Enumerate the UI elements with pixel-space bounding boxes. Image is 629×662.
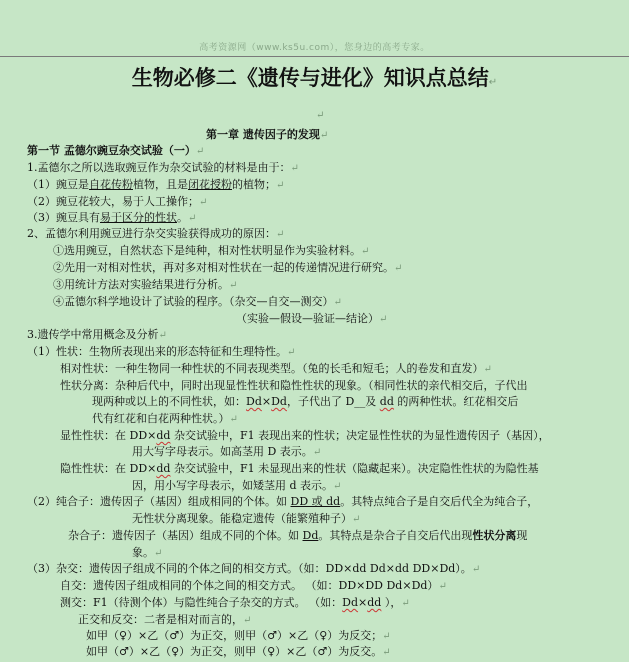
- text: 如甲（♀）×乙（♂）为正交，则甲（♂）×乙（♀）为反交；: [86, 629, 383, 642]
- paragraph-2-item-3: [53, 277, 237, 293]
- text: （1）豌豆是: [27, 178, 89, 191]
- text: ×: [358, 596, 368, 609]
- paragraph-2-item-2: [53, 260, 402, 276]
- paragraph-mark-icon: ↵: [316, 110, 325, 121]
- chapter-heading: [206, 127, 328, 143]
- text: 现两种或以上的不同性状，如：: [92, 395, 246, 408]
- paragraph-2-item-4: [53, 294, 342, 310]
- text: 现: [516, 529, 528, 542]
- testcross-definition: [60, 595, 410, 611]
- text: 自交：遗传因子组成相同的个体之间的相交方式。 （如：DD×DD Dd×Dd）: [60, 579, 439, 592]
- paragraph-mark-icon: ↵: [158, 330, 167, 341]
- text: 性状分离：杂种后代中，同时出现显性性状和隐性性状的现象。（相同性状的亲代相交后，子代出: [60, 379, 528, 392]
- text: ③用统计方法对实验结果进行分析。: [53, 278, 229, 291]
- header-divider: [0, 56, 629, 57]
- text: （2）纯合子：遗传因子（基因）组成相同的个体。如: [27, 495, 291, 508]
- paragraph-mark-icon: ↵: [361, 246, 370, 257]
- genotype: Dd: [271, 395, 287, 408]
- text: ②先用一对相对性状，再对多对相对性状在一起的传递情况进行研究。: [53, 261, 394, 274]
- paragraph-mark-icon: ↵: [438, 581, 447, 592]
- paragraph-2-intro: [27, 226, 284, 242]
- paragraph-mark-icon: ↵: [471, 564, 481, 575]
- text: ①选用豌豆，自然状态下是纯种，相对性状明显作为实验材料。: [53, 244, 361, 257]
- trait-segregation-line-3: [92, 411, 238, 427]
- dominant-trait-line-1: [60, 428, 550, 443]
- underlined-term: 易于区分的性状: [100, 211, 177, 224]
- homozygote-line-2: [132, 511, 360, 527]
- text: 的两种性状。红花相交后: [393, 395, 519, 408]
- trait-segregation-line-2: [92, 394, 518, 409]
- text: （3）豌豆具有: [27, 211, 100, 224]
- selfing-definition: [60, 578, 447, 594]
- text: 。其特点纯合子是自交后代全为纯合子，: [340, 495, 539, 508]
- text: 用大写字母表示。如高茎用 D 表示。: [132, 445, 313, 458]
- text: 代有红花和白花两种性状。）: [92, 412, 230, 425]
- document-title-text: 生物必修二《遗传与进化》知识点总结: [131, 66, 489, 90]
- section-heading: [27, 143, 204, 159]
- paragraph-mark-icon: ↵: [195, 146, 205, 157]
- text: 象。: [132, 546, 154, 559]
- reciprocal-cross-example-2: [86, 644, 391, 660]
- text: ④孟德尔科学地设计了试验的程序。（杂交—自交—测交）: [53, 295, 334, 308]
- text: 如甲（♂）×乙（♀）为正交，则甲（♀）×乙（♂）为反交。: [86, 645, 383, 658]
- text: 杂交试验中，F1 未显现出来的性状（隐藏起来）。决定隐性性状的为隐性基: [170, 462, 539, 475]
- text: （实验—假设—验证—结论）: [236, 312, 379, 325]
- paragraph-mark-icon: ↵: [401, 598, 410, 609]
- genotype: dd: [156, 462, 171, 475]
- text: ×: [261, 395, 272, 408]
- underlined-term: Dd: [302, 529, 319, 542]
- homozygote-line-1: [27, 494, 538, 509]
- page-header: 高考资源网（www.ks5u.com），您身边的高考专家。: [199, 43, 430, 53]
- paragraph-1-item-1: [27, 177, 284, 193]
- text: 2、孟德尔利用豌豆进行杂交实验获得成功的原因：: [27, 227, 276, 240]
- paragraph-1-item-2: [27, 194, 207, 210]
- paragraph-mark-icon: ↵: [243, 615, 252, 626]
- text: （1）性状：生物所表现出来的形态特征和生理特性。: [27, 345, 287, 358]
- underlined-term: 自花传粉: [89, 178, 133, 191]
- text: （2）豌豆花较大，易于人工操作；: [27, 195, 199, 208]
- text: 显性性状：在 DD×: [60, 429, 157, 442]
- chapter-heading-text: 第一章 遗传因子的发现: [206, 128, 320, 141]
- text: 隐性性状：在 DD×: [60, 462, 157, 475]
- text: 测交：F1（待测个体）与隐性纯合子杂交的方式。 （如：: [60, 596, 343, 609]
- genotype: dd: [379, 395, 394, 408]
- paragraph-2-item-1: [53, 243, 369, 259]
- paragraph-mark-icon: ↵: [276, 229, 285, 240]
- paragraph-mark-icon: ↵: [382, 631, 391, 642]
- text: ），: [381, 596, 402, 609]
- paragraph-mark-icon: ↵: [483, 364, 492, 375]
- text: 3.遗传学中常用概念及分析: [27, 328, 159, 341]
- text: ，子代出了 D__及: [286, 395, 380, 408]
- section-heading-text: 第一节 孟德尔豌豆杂交试验（一）: [27, 144, 196, 157]
- genotype: dd: [156, 429, 171, 442]
- text: 杂合子：遗传因子（基因）组成不同的个体。如: [68, 529, 303, 542]
- paragraph-mark-icon: ↵: [287, 347, 296, 358]
- text: 1.孟德尔之所以选取豌豆作为杂交试验的材料是由于：: [27, 161, 291, 174]
- relative-trait-definition: [60, 361, 492, 377]
- paragraph-mark-icon: ↵: [312, 447, 322, 458]
- recessive-trait-line-2: [132, 478, 341, 494]
- paragraph-mark-icon: ↵: [488, 77, 498, 88]
- trait-definition: [27, 344, 295, 360]
- heterozygote-line-1: [68, 528, 527, 543]
- paragraph-mark-icon: ↵: [379, 314, 388, 325]
- heterozygote-line-2: [132, 545, 162, 561]
- dominant-trait-line-2: [132, 444, 321, 460]
- bold-term: 性状分离: [472, 529, 517, 542]
- paragraph-3-intro: [27, 327, 167, 343]
- trait-segregation-line-1: [60, 378, 528, 393]
- paragraph-mark-icon: ↵: [188, 213, 197, 224]
- reciprocal-cross-example-1: [86, 628, 391, 644]
- paragraph-mark-icon: ↵: [229, 280, 238, 291]
- text: 。: [177, 211, 188, 224]
- paragraph-mark-icon: ↵: [333, 297, 342, 308]
- document-title: [0, 62, 629, 92]
- paragraph-mark-icon: ↵: [154, 548, 163, 559]
- paragraph-mark-icon: ↵: [333, 481, 342, 492]
- text: 的植物；: [232, 178, 276, 191]
- paragraph-mark-icon: ↵: [382, 647, 391, 658]
- text: 。其特点是杂合子自交后代出现: [318, 529, 473, 542]
- paragraph-mark-icon: ↵: [319, 130, 329, 141]
- paragraph-2-item-5: [236, 311, 387, 327]
- paragraph-mark-icon: ↵: [276, 180, 285, 191]
- paragraph-mark-icon: ↵: [290, 163, 299, 174]
- text: 植物，且是: [133, 178, 188, 191]
- text: 正交和反交：二者是相对而言的，: [78, 613, 243, 626]
- paragraph-mark-icon: ↵: [229, 414, 238, 425]
- reciprocal-cross-definition: [78, 612, 251, 628]
- underlined-term: 闭花授粉: [188, 178, 232, 191]
- genotype: Dd: [342, 596, 359, 609]
- text: 相对性状：一种生物同一种性状的不同表现类型。（兔的长毛和短毛；人的卷发和直发）: [60, 362, 484, 375]
- paragraph-mark-icon: ↵: [394, 263, 403, 274]
- text: （3）杂交：遗传因子组成不同的个体之间的相交方式。（如：DD×dd Dd×dd DD×Dd）。: [27, 562, 472, 575]
- cross-definition: [27, 561, 480, 577]
- genotype: dd: [367, 596, 382, 609]
- paragraph-mark-icon: ↵: [199, 197, 208, 208]
- text: 无性状分离现象。能稳定遗传（能繁殖种子）: [132, 512, 352, 525]
- paragraph-1-item-3: [27, 210, 196, 226]
- recessive-trait-line-1: [60, 461, 539, 476]
- paragraph-1-intro: [27, 160, 299, 176]
- paragraph-mark-icon: ↵: [352, 514, 361, 525]
- genotype: Dd: [246, 395, 262, 408]
- text: 杂交试验中，F1 表现出来的性状；决定显性性状的为显性遗传因子（基因），: [170, 429, 550, 442]
- text: 因，用小写字母表示，如矮茎用 d 表示。: [132, 479, 334, 492]
- underlined-term: DD 或 dd: [290, 495, 341, 508]
